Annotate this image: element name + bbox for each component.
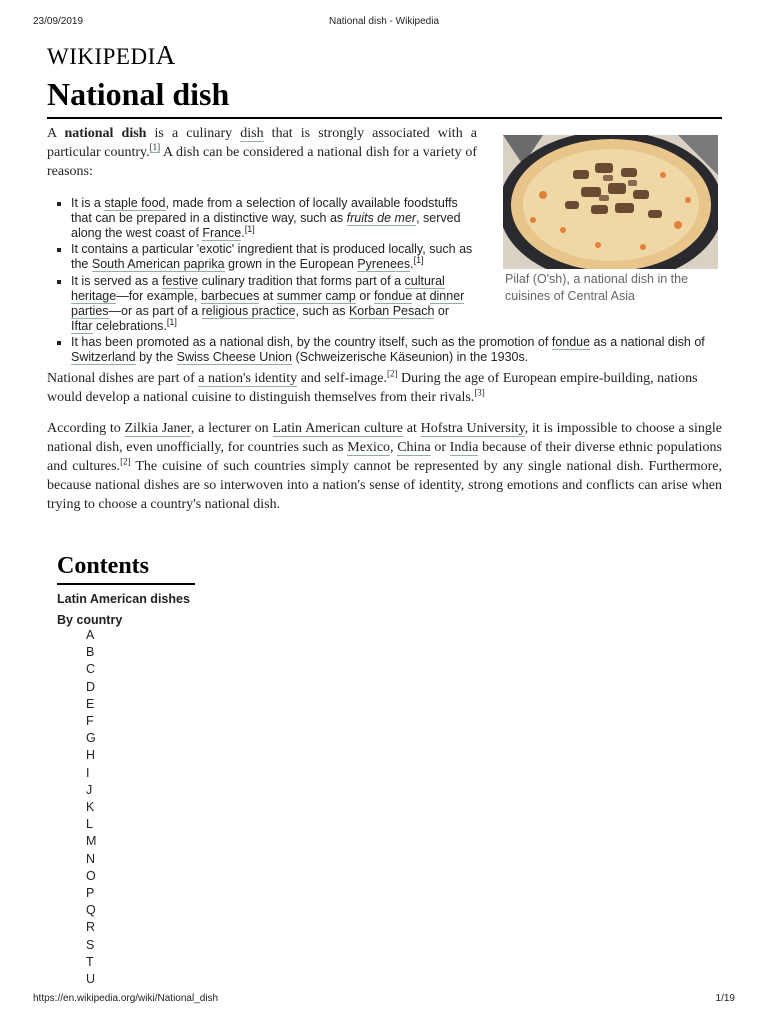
- toc-letter[interactable]: N: [86, 851, 96, 866]
- contents-rule: [57, 583, 195, 585]
- link-dinner-parties[interactable]: dinner parties: [71, 289, 465, 318]
- ref-2[interactable]: [2]: [386, 368, 398, 379]
- toc-letter[interactable]: G: [86, 731, 96, 746]
- link-national-identity[interactable]: a nation's identity: [198, 371, 298, 386]
- link-china[interactable]: China: [397, 440, 431, 455]
- toc-letter[interactable]: E: [86, 696, 95, 711]
- title-rule: [47, 117, 722, 119]
- bold-term: national dish: [64, 126, 147, 141]
- ref-2[interactable]: [2]: [120, 456, 131, 467]
- wikipedia-wordmark[interactable]: WIKIPEDIA: [47, 40, 176, 70]
- link-staple-food[interactable]: staple food: [104, 196, 166, 210]
- link-latin-american-culture[interactable]: Latin American culture: [272, 421, 403, 436]
- bullet: [57, 341, 61, 345]
- link-barbecues[interactable]: barbecues: [200, 289, 260, 303]
- article-title: National dish: [47, 76, 230, 112]
- toc-letter[interactable]: I: [86, 765, 90, 780]
- link-fruits-de-mer[interactable]: fruits de mer: [346, 211, 417, 225]
- link-india[interactable]: India: [449, 440, 479, 455]
- footer-url: https://en.wikipedia.org/wiki/National_dish: [33, 993, 219, 1004]
- toc-letter[interactable]: U: [86, 972, 96, 987]
- toc-letter[interactable]: B: [86, 645, 95, 660]
- toc-letter[interactable]: F: [86, 714, 94, 729]
- print-page-title: National dish - Wikipedia: [328, 16, 440, 27]
- list-item: It is served as a festive culinary tradition that forms part of a cultural heritage—for example, barbecues at summer camp or fondue at dinner parties—or as part of a religious practice, such as Korban Pesach or Iftar celebrations.[1]: [71, 274, 465, 334]
- footer-page-number: 1/19: [715, 993, 735, 1004]
- paragraph: According to Zilkia Janer, a lecturer on Latin American culture at Hofstra University, it is impossible to choose a single national dish, even unofficially, for countries such as Mexico, China or India because of their diverse ethnic populations and cultures.[2] The cuisine of such countries simply cannot be represented by any single national dish. Furthermore, because national dishes are so interwoven into a nation's sense of identity, strong emotions and conflicts can arise when trying to choose a country's national dish.: [47, 421, 723, 512]
- image-caption: Pilaf (O'sh), a national dish in the cuisines of Central Asia: [505, 272, 689, 303]
- list-item: It is a staple food, made from a selection of locally available foodstuffs that can be prepared in a distinctive way, such as fruits de mer, served along the west coast of France.[1]: [71, 196, 479, 241]
- toc-letter[interactable]: R: [86, 920, 96, 935]
- toc-letter[interactable]: J: [86, 782, 93, 797]
- toc-letter[interactable]: A: [86, 628, 95, 642]
- ref-1[interactable]: [1]: [166, 316, 177, 327]
- ref-1[interactable]: [1]: [149, 142, 161, 153]
- intro-paragraph: A national dish is a culinary dish that is strongly associated with a particular country.[1] A dish can be considered a national dish for a variety of reasons:: [47, 126, 477, 179]
- ref-1[interactable]: [1]: [244, 223, 255, 234]
- list-item: It has been promoted as a national dish, by the country itself, such as the promotion of fondue as a national dish of Switzerland by the Swiss Cheese Union (Schweizerische Käseunion) in the 1930s.: [71, 335, 721, 365]
- toc-letter[interactable]: S: [86, 937, 95, 952]
- print-date: 23/09/2019: [33, 16, 84, 27]
- link-fondue[interactable]: fondue: [373, 289, 413, 303]
- toc-letter-list: [86, 627, 96, 988]
- link-festive[interactable]: festive: [162, 274, 199, 288]
- link-pyrenees[interactable]: Pyrenees: [357, 257, 411, 271]
- ref-1[interactable]: [1]: [413, 254, 424, 265]
- toc-letter[interactable]: M: [86, 834, 97, 849]
- bullet: [57, 248, 61, 252]
- bullet: [57, 280, 61, 284]
- list-item: It contains a particular 'exotic' ingredient that is produced locally, such as the South American paprika grown in the European Pyrenees.[1]: [71, 242, 479, 272]
- link-religious-practice[interactable]: religious practice: [201, 304, 296, 318]
- toc-letter[interactable]: C: [86, 662, 96, 677]
- ref-3[interactable]: [3]: [474, 387, 485, 398]
- toc-letter[interactable]: K: [86, 800, 95, 815]
- link-hofstra-university[interactable]: Hofstra University: [420, 421, 525, 436]
- toc-letter[interactable]: H: [86, 748, 96, 763]
- toc-letter[interactable]: P: [86, 886, 95, 901]
- pilaf-image[interactable]: [503, 135, 718, 269]
- link-south-american-paprika[interactable]: South American paprika: [91, 257, 225, 271]
- link-france[interactable]: France: [202, 226, 242, 240]
- toc-letter[interactable]: O: [86, 868, 96, 883]
- link-korban-pesach[interactable]: Korban Pesach: [348, 304, 435, 318]
- link-cultural-heritage[interactable]: cultural heritage: [71, 274, 445, 303]
- link-fondue[interactable]: fondue: [551, 335, 591, 349]
- link-iftar[interactable]: Iftar: [71, 319, 93, 333]
- toc-letter[interactable]: D: [86, 679, 96, 694]
- link-zilkia-janer[interactable]: Zilkia Janer: [124, 421, 191, 436]
- toc-letter[interactable]: T: [86, 954, 94, 969]
- link-mexico[interactable]: Mexico: [347, 440, 391, 455]
- contents-title: Contents: [57, 553, 150, 579]
- paragraph: National dishes are part of a nation's identity and self-image.[2] During the age of European empire-building, nations would develop a national cuisine to distinguish themselves from their rivals.[3]: [47, 368, 698, 405]
- link-dish[interactable]: dish: [240, 126, 264, 141]
- link-switzerland[interactable]: Switzerland: [71, 350, 136, 364]
- bullet: [57, 202, 61, 206]
- link-summer-camp[interactable]: summer camp: [276, 289, 356, 303]
- toc-letter[interactable]: Q: [86, 903, 96, 918]
- toc-item-by-country[interactable]: By country: [57, 613, 123, 627]
- toc-item-latin-american-dishes[interactable]: Latin American dishes: [57, 592, 190, 606]
- link-swiss-cheese-union[interactable]: Swiss Cheese Union: [176, 350, 292, 364]
- toc-letter[interactable]: L: [86, 817, 93, 832]
